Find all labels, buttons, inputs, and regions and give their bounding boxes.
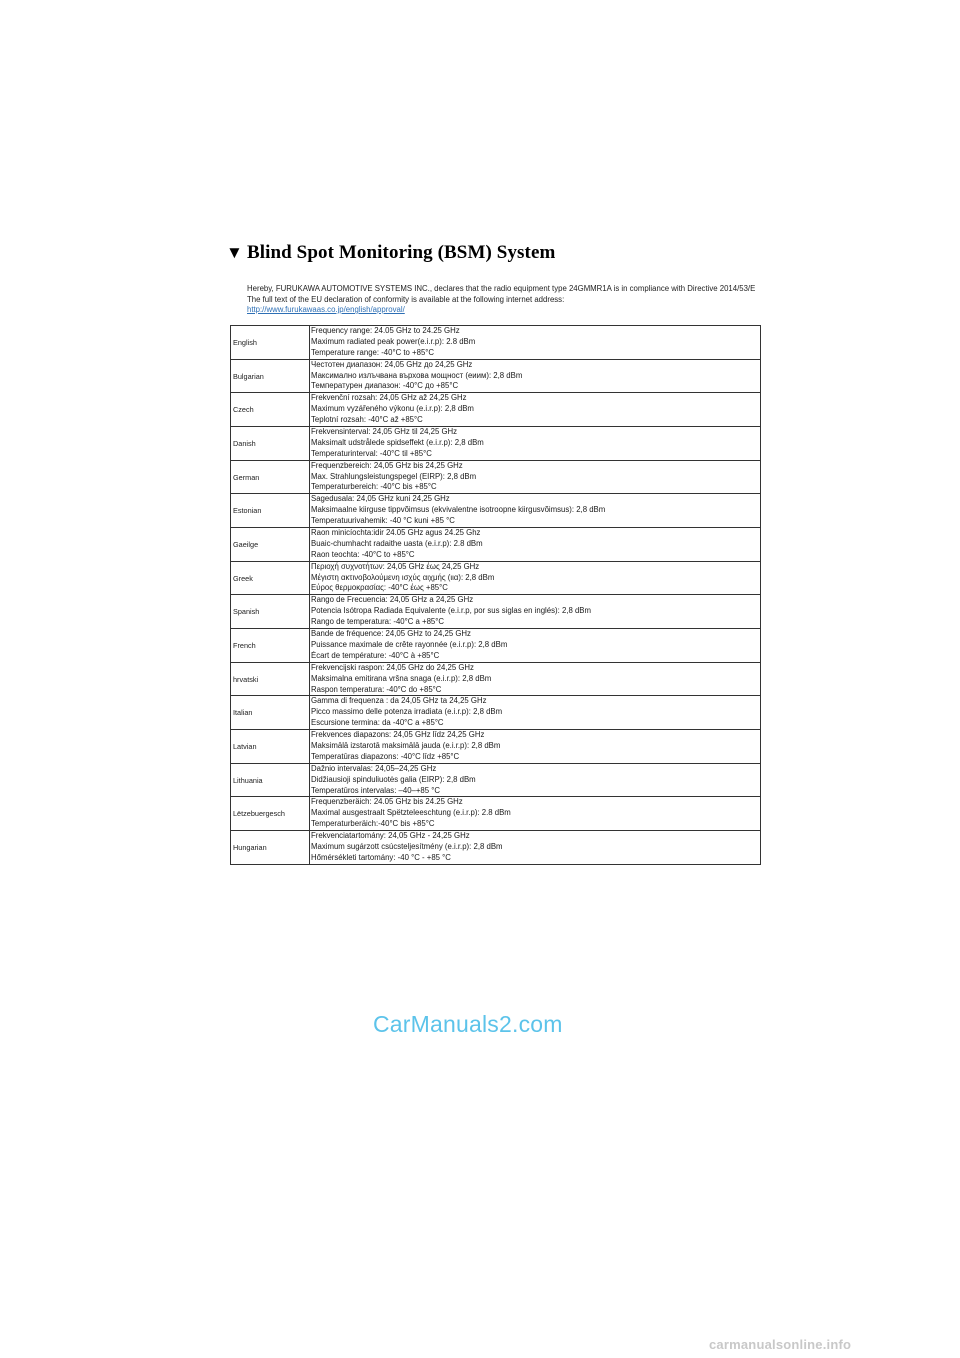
table-row xyxy=(231,460,761,494)
spec-cell xyxy=(310,831,761,865)
table-row xyxy=(231,831,761,865)
spec-line: Sagedusala: 24,05 GHz kuni 24,25 GHz xyxy=(311,494,450,504)
spec-line: Frekvencijski raspon: 24,05 GHz do 24,25 GHz xyxy=(311,662,474,672)
spec-line: Raon teochta: -40°C to +85°C xyxy=(311,549,415,559)
table-row xyxy=(231,528,761,562)
spec-line: Περιοχή συχνοτήτων: 24,05 GHz έως 24,25 GHz xyxy=(311,561,480,571)
spec-line: Температурен диапазон: -40°C до +85°C xyxy=(311,381,459,391)
language-cell: Czech xyxy=(231,393,310,427)
spec-line: Maksimalt udstrålede spidseffekt (e.i.r.p): 2,8 dBm xyxy=(311,437,484,447)
spec-line: Max. Strahlungsleistungspegel (EIRP): 2,8 dBm xyxy=(311,471,477,481)
spec-cell xyxy=(310,662,761,696)
language-cell: Spanish xyxy=(231,595,310,629)
table-row xyxy=(231,595,761,629)
table-row xyxy=(231,561,761,595)
spec-line: Εύρος θερμοκρασίας: -40°C έως +85°C xyxy=(311,583,448,593)
spec-line: Rango de temperatura: -40°C a +85°C xyxy=(311,617,445,627)
spec-line: Temperaturinterval: -40°C til +85°C xyxy=(311,448,432,458)
spec-line: Temperatūras diapazons: -40°C līdz +85°C xyxy=(311,751,460,761)
spec-line: Teplotní rozsah: -40°C až +85°C xyxy=(311,415,423,425)
spec-line: Temperaturbereich: -40°C bis +85°C xyxy=(311,482,437,492)
table-row xyxy=(231,797,761,831)
spec-line: Rango de Frecuencia: 24,05 GHz a 24,25 GHz xyxy=(311,595,474,605)
language-cell: Estonian xyxy=(231,494,310,528)
spec-cell xyxy=(310,528,761,562)
spec-line: Temperatuurivahemik: -40 °C kuni +85 °C xyxy=(311,516,455,526)
spec-line: Maximum radiated peak power(e.i.r.p): 2.8 dBm xyxy=(311,336,476,346)
language-cell: Lithuania xyxy=(231,763,310,797)
spec-cell xyxy=(310,561,761,595)
declaration-line-2: The full text of the EU declaration of conformity is available at the following internet address: xyxy=(247,294,565,304)
spec-line: Maksimaalne kiirguse tippvõimsus (ekvivalentne isotroopne kiirgusvõimsus): 2,8 dBm xyxy=(311,505,606,515)
triangle-down-icon: ▼ xyxy=(226,243,243,262)
table-row xyxy=(231,763,761,797)
spec-cell xyxy=(310,730,761,764)
table-row xyxy=(231,662,761,696)
language-cell: English xyxy=(231,326,310,360)
spec-cell xyxy=(310,629,761,663)
spec-line: Écart de température: -40°C à +85°C xyxy=(311,650,440,660)
spec-line: Didžiausioji spinduliuotės galia (EIRP): 2,8 dBm xyxy=(311,774,476,784)
language-cell: hrvatski xyxy=(231,662,310,696)
spec-line: Puissance maximale de crête rayonnée (e.i.r.p): 2,8 dBm xyxy=(311,639,508,649)
spec-cell xyxy=(310,359,761,393)
spec-line: Gamma di frequenza : da 24,05 GHz ta 24,25 GHz xyxy=(311,696,487,706)
spec-line: Maksimalna emitirana vršna snaga (e.i.r.p): 2,8 dBm xyxy=(311,673,492,683)
approval-link[interactable]: http://www.furukawaas.co.jp/english/approval/ xyxy=(247,305,405,314)
spec-line: Dažnio intervalas: 24,05–24,25 GHz xyxy=(311,763,437,773)
language-cell: Italian xyxy=(231,696,310,730)
spec-line: Temperatūros intervalas: –40–+85 °C xyxy=(311,785,441,795)
spec-cell xyxy=(310,460,761,494)
spec-line: Frekvensinterval: 24,05 GHz til 24,25 GHz xyxy=(311,427,458,437)
spec-cell xyxy=(310,427,761,461)
spec-line: Честотен диапазон: 24,05 GHz до 24,25 GHz xyxy=(311,359,473,369)
spec-line: Hőmérsékleti tartomány: -40 °C - +85 °C xyxy=(311,852,451,862)
spec-cell xyxy=(310,595,761,629)
spec-line: Frequenzberäich: 24.05 GHz bis 24.25 GHz xyxy=(311,797,463,807)
language-cell: Hungarian xyxy=(231,831,310,865)
spec-line: Picco massimo delle potenza irradiata (e.i.r.p): 2,8 dBm xyxy=(311,707,503,717)
spec-line: Temperature range: -40°C to +85°C xyxy=(311,347,435,357)
spec-line: Temperaturberäich:-40°C bis +85°C xyxy=(311,819,435,829)
spec-line: Frekvenční rozsah: 24,05 GHz až 24,25 GHz xyxy=(311,393,467,403)
declaration-line-1: Hereby, FURUKAWA AUTOMOTIVE SYSTEMS INC., declares that the radio equipment type 24GMMR1A is in compliance with Directive 2014/53/E xyxy=(247,284,756,293)
language-cell: French xyxy=(231,629,310,663)
spec-line: Raspon temperatura: -40°C do +85°C xyxy=(311,684,442,694)
declaration-text xyxy=(247,284,807,316)
spec-line: Potencia Isótropa Radiada Equivalente (e.i.r.p, por sus siglas en inglés): 2,8 dBm xyxy=(311,606,591,616)
language-cell: Gaeilge xyxy=(231,528,310,562)
table-row xyxy=(231,696,761,730)
spec-line: Frequenzbereich: 24,05 GHz bis 24,25 GHz xyxy=(311,460,463,470)
spec-line: Frekvences diapazons: 24,05 GHz līdz 24,25 GHz xyxy=(311,730,485,740)
spec-line: Maximum vyzářeného výkonu (e.i.r.p): 2,8 dBm xyxy=(311,404,474,414)
spec-cell xyxy=(310,696,761,730)
table-row xyxy=(231,730,761,764)
table-row xyxy=(231,629,761,663)
spec-line: Bande de fréquence: 24,05 GHz to 24,25 GHz xyxy=(311,629,471,639)
language-cell: Greek xyxy=(231,561,310,595)
table-row xyxy=(231,359,761,393)
spec-line: Maximum sugárzott csúcsteljesítmény (e.i.r.p): 2,8 dBm xyxy=(311,841,503,851)
table-row xyxy=(231,326,761,360)
footer-watermark: carmanualsonline.info xyxy=(709,1337,852,1352)
radio-specs-table xyxy=(230,325,761,865)
spec-cell xyxy=(310,326,761,360)
table-row xyxy=(231,427,761,461)
language-cell: Danish xyxy=(231,427,310,461)
spec-line: Maksimālā izstarotā maksimālā jauda (e.i.r.p): 2,8 dBm xyxy=(311,740,501,750)
spec-cell xyxy=(310,797,761,831)
spec-cell xyxy=(310,763,761,797)
spec-line: Максимално излъчвана върхова мощност (еиим): 2,8 dBm xyxy=(311,370,523,380)
table-row xyxy=(231,494,761,528)
spec-line: Frequency range: 24.05 GHz to 24.25 GHz xyxy=(311,326,460,335)
spec-line: Μέγιστη ακτινοβολούμενη ισχύς αιχμής (ιια): 2,8 dBm xyxy=(311,572,495,582)
language-cell: Bulgarian xyxy=(231,359,310,393)
spec-line: Raon minicíochta:idir 24.05 GHz agus 24.25 Ghz xyxy=(311,528,481,538)
table-row xyxy=(231,393,761,427)
spec-line: Escursione termina: da -40°C a +85°C xyxy=(311,718,444,728)
page-title-text: Blind Spot Monitoring (BSM) System xyxy=(246,242,556,263)
spec-cell xyxy=(310,494,761,528)
spec-cell xyxy=(310,393,761,427)
language-cell: Lëtzebuergesch xyxy=(231,797,310,831)
language-cell: German xyxy=(231,460,310,494)
language-cell: Latvian xyxy=(231,730,310,764)
spec-line: Buaic-chumhacht radaithe uasta (e.i.r.p): 2.8 dBm xyxy=(311,538,483,548)
page-title xyxy=(226,242,555,264)
spec-line: Frekvenciatartomány: 24,05 GHz - 24,25 GHz xyxy=(311,831,470,841)
spec-line: Maximal ausgestraalt Spëtzteleeschtung (e.i.r.p): 2.8 dBm xyxy=(311,808,511,818)
watermark-logo: CarManuals2.com xyxy=(373,1011,563,1037)
